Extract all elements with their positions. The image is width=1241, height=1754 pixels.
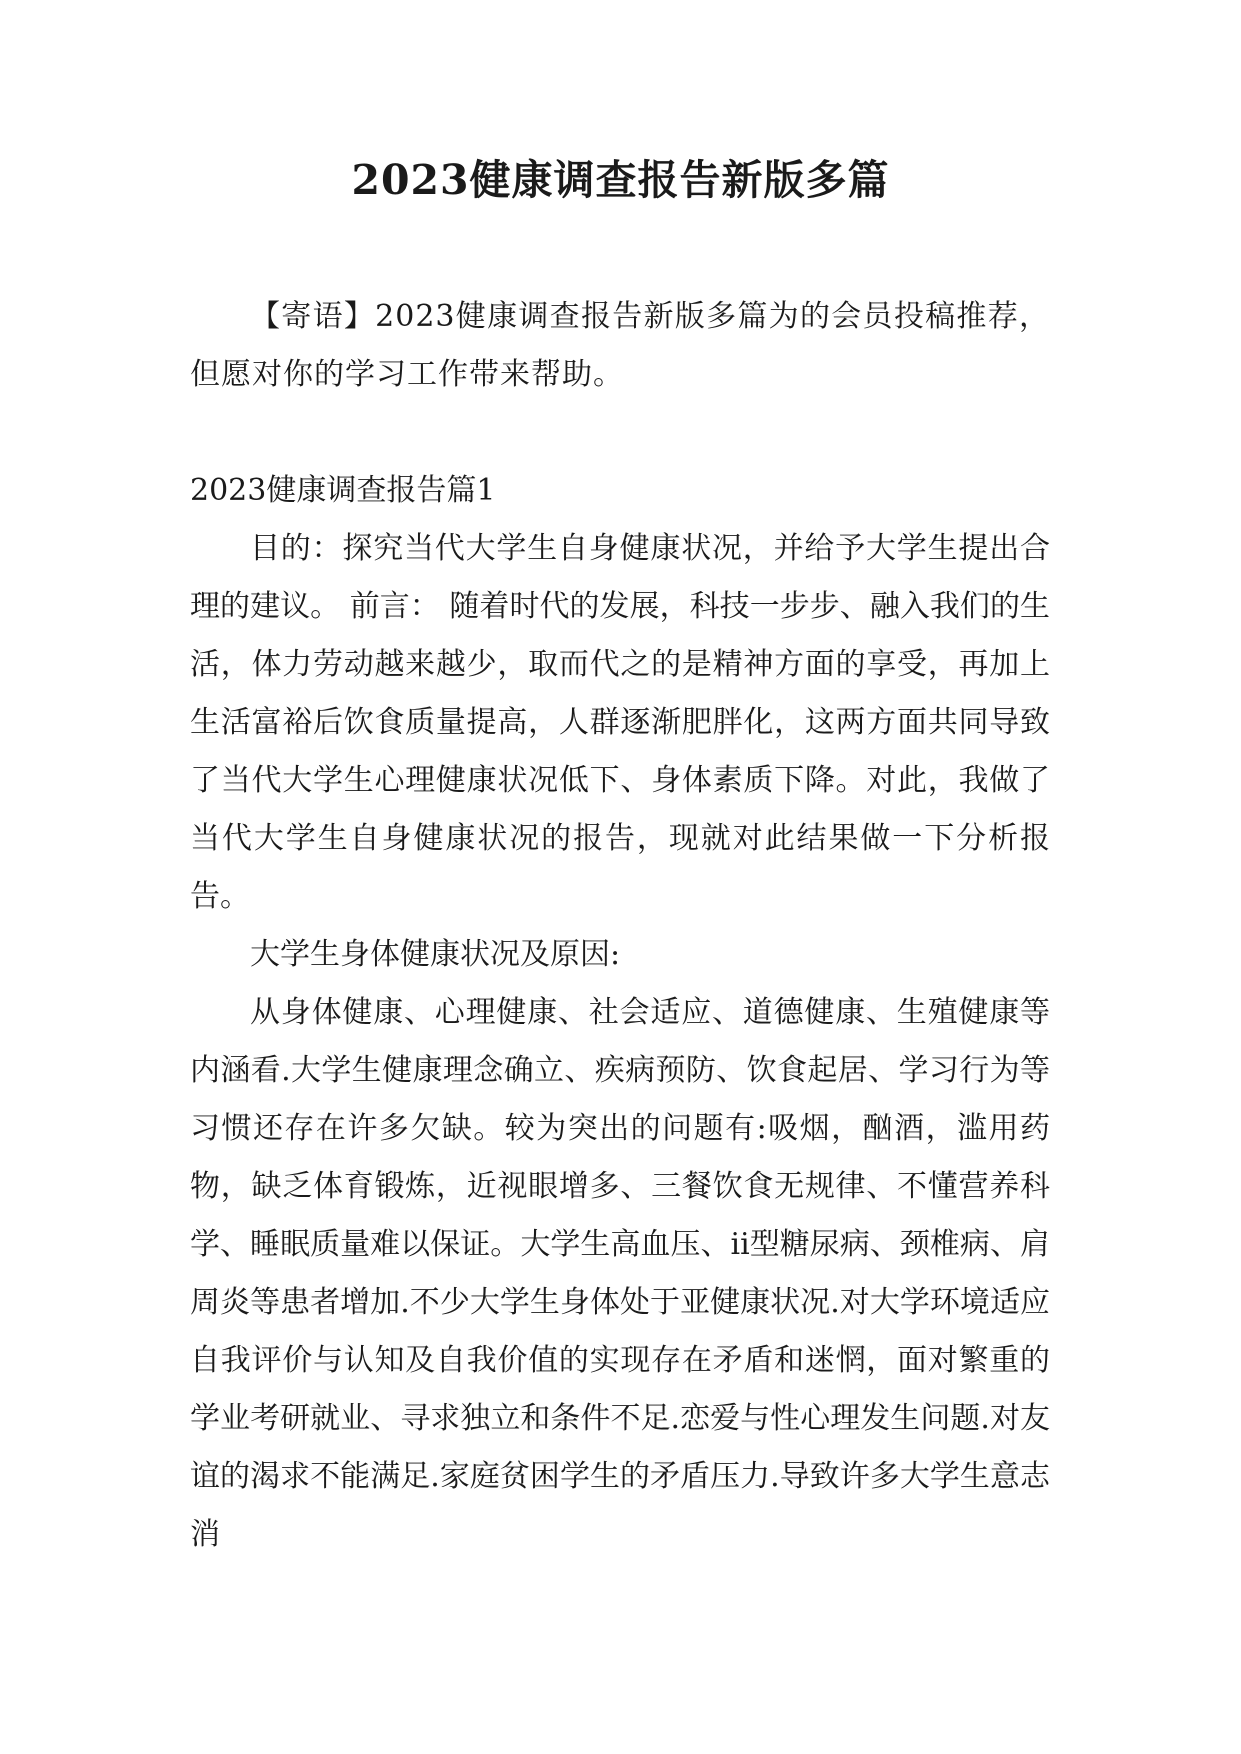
document-title: 2023健康调查报告新版多篇 bbox=[351, 156, 890, 204]
body-paragraph-purpose: 目的：探究当代大学生自身健康状况，并给予大学生提出合理的建议。 前言： 随着时代的发展，科技一步步、融入我们的生活，体力劳动越来越少，取而代之的是精神方面的享受，再加上生活富裕后饮食质量提高，人群逐渐肥胖化，这两方面共同导致了当代大学生心理健康状况低下、身体素质下降。对此，我做了当代大学生自身健康状况的报告，现就对此结果做一下分析报告。 bbox=[190, 531, 1050, 914]
intro-paragraph: 【寄语】2023健康调查报告新版多篇为的会员投稿推荐，但愿对你的学习工作带来帮助。 bbox=[190, 299, 1050, 392]
section-heading: 2023健康调查报告篇1 bbox=[190, 473, 496, 508]
document-body bbox=[190, 288, 1050, 1564]
body-paragraph-health-issues: 从身体健康、心理健康、社会适应、道德健康、生殖健康等内涵看.大学生健康理念确立、疾病预防、饮食起居、学习行为等习惯还存在许多欠缺。较为突出的问题有:吸烟，酗酒，滥用药物，缺乏体育锻炼，近视眼增多、三餐饮食无规律、不懂营养科学、睡眠质量难以保证。大学生高血压、ii型糖尿病、颈椎病、肩周炎等患者增加.不少大学生身体处于亚健康状况.对大学环境适应自我评价与认知及自我价值的实现存在矛盾和迷惘，面对繁重的学业考研就业、寻求独立和条件不足.恋爱与性心理发生问题.对友谊的渴求不能满足.家庭贫困学生的矛盾压力.导致许多大学生意志消 bbox=[190, 995, 1050, 1552]
body-paragraph-subheading: 大学生身体健康状况及原因: bbox=[250, 937, 621, 972]
